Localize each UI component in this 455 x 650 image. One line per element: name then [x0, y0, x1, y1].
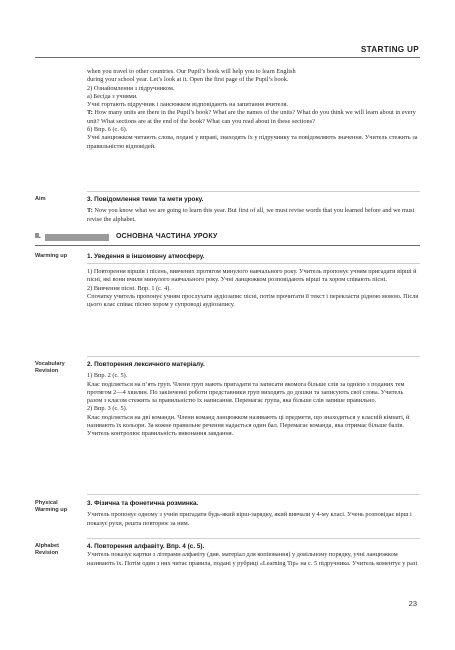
physical-content: [87, 500, 420, 528]
sub2-title: 2) Ознайомлення з підручником.: [87, 84, 175, 92]
sub2a: а) Бесіда з учнями.: [87, 92, 138, 100]
teacher-question: [87, 109, 420, 126]
alphabet-label: Alphabet Revision: [35, 543, 59, 556]
intro-line-2: during your school year. Let’s look at it. Open the first page of the Pupil’s book.: [87, 76, 289, 84]
separator: [87, 191, 420, 192]
separator: [87, 538, 420, 539]
aim-heading: 3. Повідомлення теми та мети уроку.: [87, 196, 204, 203]
alphabet-content: [87, 543, 420, 568]
vocab-content: [87, 361, 420, 439]
alphabet-p1: Учитель показує картки з літерами алфавіту (див. матеріал для копіювання) у довільному порядку, учні ланцюжком називають їх. Потім один з них читає правила, подані у рубриці «Learning Tip» на с. 5 підручника. Учитель коментує у разі: [87, 551, 418, 567]
aim-label: Aim: [35, 196, 46, 202]
intro-line-1: when you travel to other countries. Our Pupil’s book will help you to learn English: [87, 68, 296, 75]
vocab-p2: Клас поділяється на дві команди. Члени команд ланцюжком називають ці предмети, що знаходяться у класній кімнаті, й називають їх кольори. За кожне правильне речення надається один бал. Перемагає команда, яка отримає більше балів. Учитель контролює правильність виконання завдання.: [87, 413, 410, 438]
warming-p2-title: 2) Вивчення пісні. Впр. 1 (с. 4).: [87, 284, 171, 292]
page-number: 23: [408, 599, 417, 608]
physical-heading: 3. Фізична та фонетична розминка.: [87, 500, 199, 507]
aim-content: [87, 196, 420, 224]
header-rule: [35, 57, 420, 58]
teacher-label: T:: [87, 109, 93, 117]
running-header: STARTING UP: [360, 45, 419, 54]
warming-p1: 1) Повторення віршів і пісень, вивчених протягом минулого навчального року. Учитель пропонує учням пригадати вірші й пісні, які вони вчили минулого навчального року. Учні ланцюжком розповідають вірші та хором співають пісні.: [87, 268, 417, 284]
section-header: [35, 232, 420, 244]
section-title: ОСНОВНА ЧАСТИНА УРОКУ: [116, 233, 218, 240]
teacher-label: T:: [87, 207, 93, 215]
warming-p2: Спочатку учитель пропонує учням прослухати аудіозапис пісні, потім прочитати її текст і перекласти рідною мовою. Після цього клас співає пісню хором у супроводі аудіозапису.: [87, 292, 419, 309]
vocab-heading: 2. Повторення лексичного матеріалу.: [87, 361, 205, 368]
warming-body-content: [87, 268, 420, 309]
separator: [87, 356, 420, 357]
warming-label: Warming up: [35, 253, 68, 259]
sub2a-note: Учні гортають підручник і лансюжком відповідають на запитання вчителя.: [87, 101, 289, 109]
intro-content: [87, 68, 420, 151]
aim-text-body: Now you know what we are going to learn this year. But first of all, we must revise words that you learned before and we must revise the alphabet.: [87, 207, 415, 223]
vocab-p1: Клас поділяється на п’ять груп. Члени груп мають пригадати та записати якомога більше слів за однією з поданих тем протягом 2—4 хвилин. По закінченні роботи представники груп виходять до дошки та записують свої слова. Учитель разом з класом стежить за правильністю їх написання. Перемагає група, яка більше слів запише правильно.: [87, 380, 405, 405]
vocab-p1-title: 1) Впр. 2 (с. 5).: [87, 372, 128, 380]
section-rule: [35, 245, 420, 246]
section-number: II.: [35, 233, 41, 240]
warming-heading: 1. Уведення в іншомовну атмосферу.: [87, 253, 205, 260]
vocab-p2-title: 2) Впр. 3 (с. 5).: [87, 405, 128, 413]
warming-content: [87, 253, 420, 261]
vocab-label: Vocabulary Revision: [35, 361, 65, 374]
separator: [87, 263, 420, 264]
section-bar: [45, 234, 109, 241]
teacher-question-text: How many units are there in the Pupil’s book? What are the names of the units? What do you think we will learn about in every unit? What sections are at the end of the book? What can you read about in these sections?: [87, 109, 416, 125]
sub2b-note: Учні ланцюжком читають слова, подані у вправі, знаходять їх у підручнику та повідомляють значення. Учитель стежить за правильністю відповідей.: [87, 134, 418, 150]
physical-p1: Учитель пропонує одному з учнів пригадати будь-який вірш-зарядку, який вивчали у 4-му класі. Учень розповідає вірш і показує рухи, решта повторює за ним.: [87, 511, 412, 527]
physical-label: Physical Warming up: [35, 500, 68, 513]
sub2b: б) Впр. 6 (с. 6).: [87, 126, 128, 134]
separator: [87, 494, 420, 495]
aim-text: [87, 207, 420, 224]
alphabet-heading: 4. Повторення алфавіту. Впр. 4 (с. 5).: [87, 543, 205, 550]
